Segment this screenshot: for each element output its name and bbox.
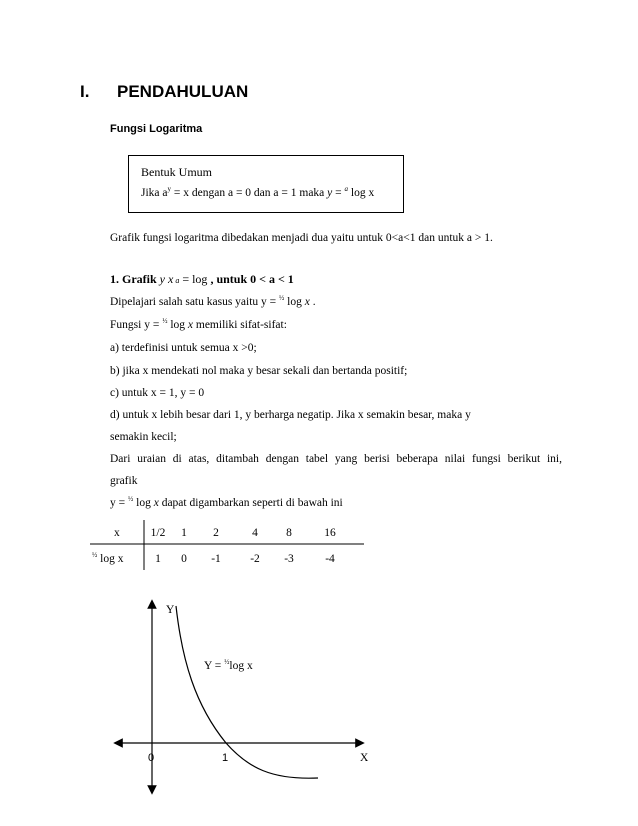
- table-row-label: $^{\frac{1}{2}}$ log x: [92, 551, 124, 565]
- origin-label: 0: [148, 752, 155, 764]
- log-curve: [176, 606, 318, 778]
- heading-title: PENDAHULUAN: [117, 82, 249, 101]
- table-x-value: 4: [252, 527, 258, 539]
- intro-text: Grafik fungsi logaritma dibedakan menjadi dua yaitu untuk 0<a<1 dan untuk a > 1.: [110, 232, 493, 244]
- table-x-value: 1: [181, 527, 187, 539]
- summary-line3: y = $^{\frac{1}{2}}$ log x dapat digambarkan seperti di bawah ini: [110, 495, 343, 509]
- property-d1: d) untuk x lebih besar dari 1, y berharga negatip. Jika x semakin besar, maka y: [110, 409, 471, 421]
- table-x-value: 16: [324, 527, 336, 539]
- table-y-value: -2: [250, 553, 260, 565]
- property-d2: semakin kecil;: [110, 431, 177, 443]
- subheading: Fungsi Logaritma: [110, 123, 203, 135]
- tick-one-label: 1: [222, 752, 229, 764]
- table-y-value: -3: [284, 553, 294, 565]
- x-axis-label: X: [360, 752, 369, 764]
- y-axis-label: Y: [166, 604, 175, 616]
- table-y-value: 1: [155, 553, 161, 565]
- box-formula: Jika $a^y = x$ dengan a = 0 dan a = 1 maka y = $^a$ log x: [141, 185, 375, 199]
- table-y-value: -4: [325, 553, 335, 565]
- table-y-value: -1: [211, 553, 221, 565]
- heading-number: I.: [80, 82, 90, 101]
- box-title: Bentuk Umum: [141, 165, 212, 179]
- section1-heading: 1. Grafik y x a = log , untuk 0 < a < 1: [110, 272, 294, 286]
- line-fungsi: Fungsi y = $^{\frac{1}{2}}$ log x memiliki sifat-sifat:: [110, 317, 287, 331]
- summary-line2: grafik: [110, 475, 138, 487]
- table-header-x: x: [114, 527, 120, 539]
- summary-line1: Dari uraian di atas, ditambah dengan tabel yang berisi beberapa nilai fungsi berikut ini,: [110, 453, 562, 465]
- line-kasus: Dipelajari salah satu kasus yaitu y = $^{\frac{1}{2}}$ log x .: [110, 294, 316, 308]
- table-x-value: 2: [213, 527, 219, 539]
- table-x-value: 1/2: [150, 527, 166, 539]
- property-c: c) untuk x = 1, y = 0: [110, 387, 205, 399]
- table-x-value: 8: [286, 527, 292, 539]
- curve-label: Y = $^{\frac{1}{2}}$log x: [204, 658, 253, 672]
- table-y-value: 0: [181, 553, 187, 565]
- property-a: a) terdefinisi untuk semua x >0;: [110, 342, 257, 354]
- property-b: b) jika x mendekati nol maka y besar sekali dan bertanda positif;: [110, 365, 408, 377]
